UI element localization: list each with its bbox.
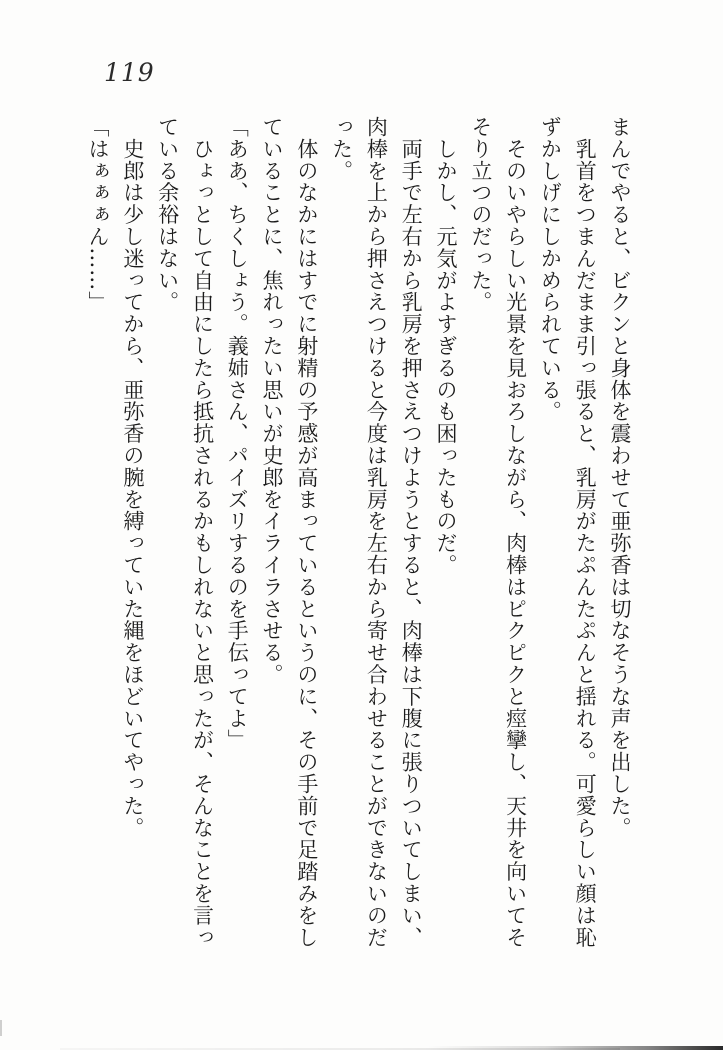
text-line: ていることに、焦れったい思いが史郎をイライラさせる。 <box>260 116 285 686</box>
text-line: そのいやらしい光景を見おろしながら、肉棒はピクピクと痙攣し、天井を向いてそ <box>503 116 528 949</box>
page-number: 119 <box>104 58 155 87</box>
text-line: まんでやると、ビクンと身体を震わせて亜弥香は切なそうな声を出した。 <box>608 116 632 839</box>
text-line: 体のなかにはすでに射精の予感が高まっているというのに、その手前で足踏みをし <box>294 116 319 949</box>
text-line: ひょっとして自由にしたら抵抗されるかもしれないと思ったが、そんなことを言っ <box>190 116 215 949</box>
text-line: 両手で左右から乳房を押さえつけようとすると、肉棒は下腹に張りついてしまい、 <box>399 116 424 949</box>
text-line: 「ああ、ちくしょう。義姉さん、パイズリするのを手伝ってよ」 <box>225 116 250 752</box>
text-line: 「はぁぁぁん……」 <box>86 116 111 314</box>
text-line: ている余裕はない。 <box>155 116 180 314</box>
text-line: しかし、元気がよすぎるのも困ったものだ。 <box>434 116 459 576</box>
text-line: そり立つのだった。 <box>468 116 493 314</box>
text-line: った。 <box>329 116 354 182</box>
text-line: 肉棒を上から押さえつけると今度は乳房を左右から寄せ合わせることができないのだ <box>364 116 389 949</box>
scan-artifact-bottom-right-shadow <box>428 1046 723 1050</box>
vertical-text-block <box>80 116 637 950</box>
text-line: 乳首をつまんだまま引っ張ると、乳房がたぷんたぷんと揺れる。可愛らしい顔は恥 <box>573 116 598 949</box>
text-line: 史郎は少し迷ってから、亜弥香の腕を縛っていた縄をほどいてやった。 <box>120 116 145 839</box>
text-line: ずかしげにしかめられている。 <box>538 116 563 423</box>
scan-artifact-left-edge <box>0 1020 2 1036</box>
